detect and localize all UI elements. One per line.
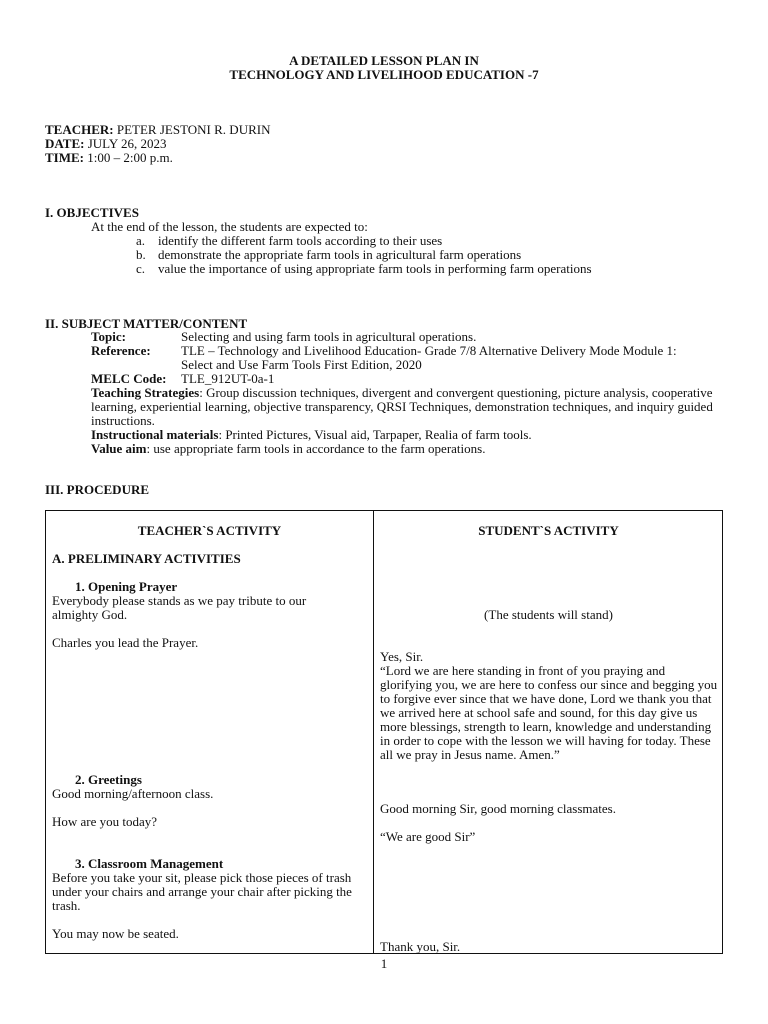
date-value: JULY 26, 2023 (84, 136, 167, 151)
objective-marker: c. (136, 261, 146, 276)
greetings-student-line2: “We are good Sir” (380, 829, 476, 844)
objective-item (136, 262, 592, 276)
time-value: 1:00 – 2:00 p.m. (84, 150, 173, 165)
date-label: DATE: (45, 136, 85, 151)
preliminary-activities-heading: A. PRELIMINARY ACTIVITIES (52, 551, 241, 566)
prayer-student-line3: “Lord we are here standing in front of you praying and glorifying you, we are here to confess our since and begging you to forgive ever since that we have done, Lord we thank you that we arrived here at school safe and sound, for this day give us more blessings, strength to learn, knowledge and understanding in order to cope with the lesson we will having for today. These all we pray in Jesus name. Amen.” (380, 663, 718, 762)
time-label: TIME: (45, 150, 84, 165)
objectives-heading: I. OBJECTIVES (45, 205, 139, 220)
instructional-materials-label: Instructional materials (91, 427, 219, 442)
procedure-heading: III. PROCEDURE (45, 482, 150, 497)
greetings-teacher-line2: How are you today? (52, 814, 158, 829)
reference-value-line2: Select and Use Farm Tools First Edition, 2020 (181, 357, 422, 372)
procedure-table (45, 510, 723, 954)
prayer-teacher-line1: Everybody please stands as we pay tribute to our (52, 593, 307, 608)
teacher-activity-column (46, 511, 374, 954)
teacher-label: TEACHER: (45, 122, 114, 137)
management-student-line1: Thank you, Sir. (380, 939, 461, 954)
melc-label: MELC Code: (91, 371, 167, 386)
subject-matter-heading: II. SUBJECT MATTER/CONTENT (45, 316, 248, 331)
objective-marker: a. (136, 233, 146, 248)
management-teacher-line1: Before you take your sit, please pick those pieces of trash under your chairs and arrange your chair after picking the trash. (52, 870, 352, 913)
objective-text: value the importance of using appropriate farm tools in performing farm operations (158, 261, 592, 276)
value-aim-value: : use appropriate farm tools in accordance to the farm operations. (146, 441, 486, 456)
objective-text: demonstrate the appropriate farm tools in agricultural farm operations (158, 247, 522, 262)
teacher-line (45, 123, 270, 137)
prayer-student-line2: Yes, Sir. (380, 649, 424, 664)
teacher-value: PETER JESTONI R. DURIN (113, 122, 271, 137)
objectives-intro: At the end of the lesson, the students are expected to: (91, 219, 368, 234)
objective-marker: b. (136, 247, 146, 262)
reference-label: Reference: (91, 343, 151, 358)
objective-text: identify the different farm tools according to their uses (158, 233, 443, 248)
reference-value-line1: TLE – Technology and Livelihood Education- Grade 7/8 Alternative Delivery Mode Module 1: (181, 343, 677, 358)
teaching-strategies-value: : Group discussion techniques, divergent and convergent questioning, picture analysis, cooperative learning, experiential learning, objective transparency, QRSI Techniques, demonstration techniques, and inquiry guided instructions. (91, 385, 713, 428)
topic-value: Selecting and using farm tools in agricultural operations. (181, 329, 477, 344)
objective-item (136, 234, 442, 248)
value-aim-label: Value aim (91, 441, 147, 456)
greetings-teacher-line1: Good morning/afternoon class. (52, 786, 214, 801)
prayer-teacher-line2: almighty God. (52, 607, 128, 622)
opening-prayer-heading: 1. Opening Prayer (75, 579, 178, 594)
instructional-materials-value: : Printed Pictures, Visual aid, Tarpaper, Realia of farm tools. (218, 427, 532, 442)
topic-label: Topic: (91, 329, 126, 344)
teacher-activity-header: TEACHER`S ACTIVITY (137, 523, 282, 538)
student-activity-header: STUDENT`S ACTIVITY (478, 523, 619, 538)
melc-value: TLE_912UT-0a-1 (181, 371, 275, 386)
prayer-teacher-line3: Charles you lead the Prayer. (52, 635, 199, 650)
value-aim (91, 442, 721, 456)
prayer-student-line1: (The students will stand) (484, 607, 613, 622)
teaching-strategies (91, 386, 721, 428)
document-title-line2: TECHNOLOGY AND LIVELIHOOD EDUCATION -7 (229, 67, 539, 82)
greetings-heading: 2. Greetings (75, 772, 142, 787)
classroom-management-heading: 3. Classroom Management (75, 856, 224, 871)
page-number: 1 (380, 956, 388, 971)
time-line (45, 151, 173, 165)
objective-item (136, 248, 521, 262)
date-line (45, 137, 166, 151)
greetings-student-line1: Good morning Sir, good morning classmates. (380, 801, 616, 816)
teaching-strategies-label: Teaching Strategies (91, 385, 200, 400)
management-teacher-line2: You may now be seated. (52, 926, 179, 941)
instructional-materials (91, 428, 721, 442)
document-title-line1: A DETAILED LESSON PLAN IN (289, 53, 479, 68)
student-activity-column (374, 511, 723, 954)
